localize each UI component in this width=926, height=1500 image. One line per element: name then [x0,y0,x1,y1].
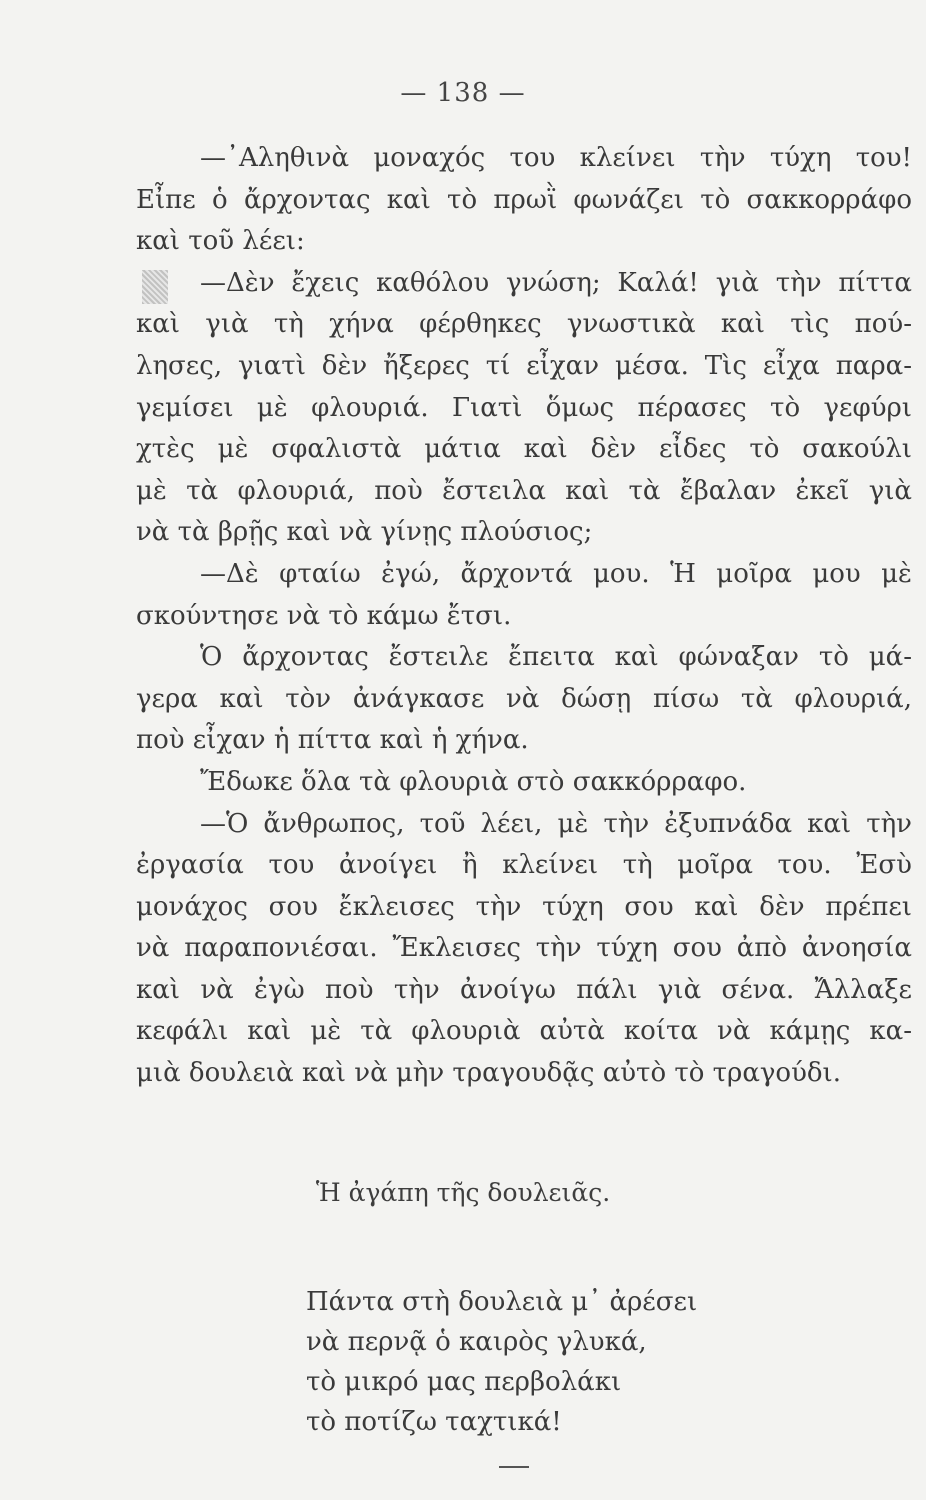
prose-line: μιὰ δουλειὰ καὶ νὰ μὴν τραγουδᾷς αὐτὸ τὸ τραγούδι. [136,1058,841,1089]
page-number: — 138 — [400,78,526,108]
prose-line: χτὲς μὲ σφαλιστὰ μάτια καὶ δὲν εἶδες τὸ σακούλι [136,434,912,465]
prose-line: Ὁ ἄρχοντας ἔστειλε ἔπειτα καὶ φώναξαν τὸ μά- [200,642,912,673]
prose-body [136,138,912,1095]
prose-line: ποὺ εἶχαν ἡ πίττα καὶ ἡ χήνα. [136,725,529,756]
prose-line: γεμίσει μὲ φλουριά. Γιατὶ ὅμως πέρασες τὸ γεφύρι [136,392,912,423]
prose-line: —᾿Αληθινὰ μοναχός του κλείνει τὴν τύχη του! [200,143,912,173]
poem-line: Πάντα στὴ δουλειὰ μ᾿ ἀρέσει [306,1287,698,1317]
prose-line: κεφάλι καὶ μὲ τὰ φλουριὰ αὐτὰ κοίτα νὰ κάμῃς κα- [136,1016,912,1047]
prose-line: καὶ νὰ ἐγὼ ποὺ τὴν ἀνοίγω πάλι γιὰ σένα. Ἄλλαξε [136,974,912,1005]
poem-body [306,1282,697,1442]
poem-line: νὰ περνᾷ ὁ καιρὸς γλυκά, [306,1327,647,1357]
prose-line: σκούντησε νὰ τὸ κάμω ἔτσι. [136,600,512,631]
prose-line: Ἔδωκε ὅλα τὰ φλουριὰ στὸ σακκόρραφο. [200,766,747,797]
prose-line: μονάχος σου ἔκλεισες τὴν τύχη σου καὶ δὲν πρέπει [136,891,912,922]
prose-line: καὶ γιὰ τὴ χήνα φέρθηκες γνωστικὰ καὶ τὶς πού- [136,309,912,340]
prose-line: λησες, γιατὶ δὲν ἤξερες τί εἶχαν μέσα. Τὶς εἶχα παρα- [136,350,912,381]
poem-line: τὸ ποτίζω ταχτικά! [306,1407,562,1437]
poem-title: Ἡ ἀγάπη τῆς δουλειᾶς. [315,1178,611,1207]
prose-line: —Δὲν ἔχεις καθόλου γνώση; Καλά! γιὰ τὴν πίττα [200,267,912,298]
prose-line: γερα καὶ τὸν ἀνάγκασε νὰ δώσῃ πίσω τὰ φλουριά, [136,683,912,714]
prose-line: μὲ τὰ φλουριά, ποὺ ἔστειλα καὶ τὰ ἔβαλαν ἐκεῖ γιὰ [136,475,912,506]
prose-line: —Ὁ ἄνθρωπος, τοῦ λέει, μὲ τὴν ἐξυπνάδα καὶ τὴν [200,808,912,839]
prose-line: —Δὲ φταίω ἐγώ, ἄρχοντά μου. Ἡ μοῖρα μου μὲ [200,558,912,589]
prose-line: νὰ παραπονιέσαι. Ἔκλεισες τὴν τύχη σου ἀπὸ ἀνοησία [136,933,912,964]
end-rule [499,1466,529,1468]
prose-line: Εἶπε ὁ ἄρχοντας καὶ τὸ πρωῒ φωνάζει τὸ σακκορράφο [136,184,912,215]
poem-line: τὸ μικρό μας περβολάκι [306,1367,622,1397]
prose-line: νὰ τὰ βρῇς καὶ νὰ γίνῃς πλούσιος; [136,517,593,548]
prose-line: ἐργασία του ἀνοίγει ἢ κλείνει τὴ μοῖρα του. Ἐσὺ [136,850,912,881]
prose-line: καὶ τοῦ λέει: [136,226,305,257]
